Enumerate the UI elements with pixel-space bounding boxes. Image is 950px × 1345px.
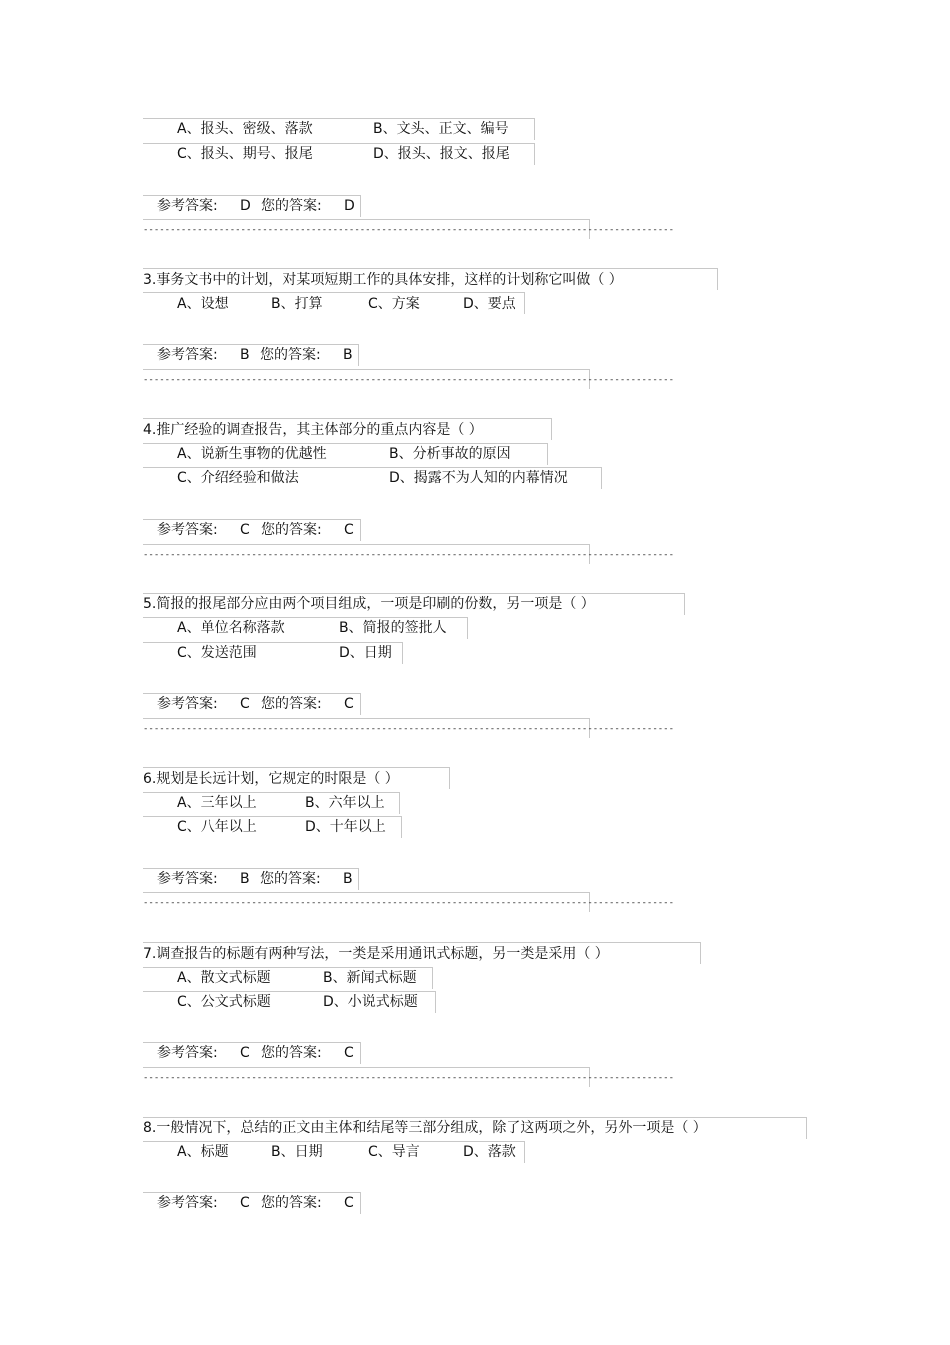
reference-answer: C xyxy=(240,1045,250,1061)
option-c: C、八年以上 xyxy=(177,819,257,835)
option-d: D、揭露不为人知的内幕情况 xyxy=(389,470,568,486)
option-c: C、发送范围 xyxy=(177,645,257,661)
reference-answer: C xyxy=(240,522,250,538)
your-answer: D xyxy=(344,198,355,214)
option-d: D、日期 xyxy=(339,645,392,661)
answer-label: 参考答案: xyxy=(157,1045,218,1061)
option-a: A、三年以上 xyxy=(177,795,257,811)
question-text: 8.一般情况下，总结的正文由主体和结尾等三部分组成，除了这两项之外，另外一项是（ ） xyxy=(143,1120,707,1136)
option-c: C、介绍经验和做法 xyxy=(177,470,299,486)
your-answer: C xyxy=(344,696,354,712)
option-a: A、报头、密级、落款 xyxy=(177,121,313,137)
option-b: B、打算 xyxy=(271,296,323,312)
your-answer-label: 您的答案: xyxy=(260,871,321,887)
answer-label: 参考答案: xyxy=(157,871,218,887)
option-a: A、散文式标题 xyxy=(177,970,271,986)
option-a: A、设想 xyxy=(177,296,229,312)
separator-line: -------------------------------------------------------------------------------------------------- xyxy=(143,225,675,235)
your-answer: B xyxy=(343,347,353,363)
separator-line: -------------------------------------------------------------------------------------------------- xyxy=(143,898,675,908)
answer-label: 参考答案: xyxy=(157,347,218,363)
answer-label: 参考答案: xyxy=(157,696,218,712)
reference-answer: D xyxy=(240,198,251,214)
reference-answer: C xyxy=(240,696,250,712)
option-c: C、报头、期号、报尾 xyxy=(177,146,313,162)
option-d: D、报头、报文、报尾 xyxy=(373,146,510,162)
question-text: 5.简报的报尾部分应由两个项目组成，一项是印刷的份数，另一项是（ ） xyxy=(143,596,595,612)
reference-answer: C xyxy=(240,1195,250,1211)
answer-label: 参考答案: xyxy=(157,1195,218,1211)
option-c: C、公文式标题 xyxy=(177,994,271,1010)
reference-answer: B xyxy=(240,347,250,363)
option-d: D、十年以上 xyxy=(305,819,386,835)
your-answer-label: 您的答案: xyxy=(261,1195,322,1211)
your-answer-label: 您的答案: xyxy=(261,1045,322,1061)
option-c: C、导言 xyxy=(368,1144,420,1160)
your-answer: C xyxy=(344,1195,354,1211)
reference-answer: B xyxy=(240,871,250,887)
option-d: D、小说式标题 xyxy=(323,994,418,1010)
option-b: B、简报的签批人 xyxy=(339,620,447,636)
your-answer-label: 您的答案: xyxy=(260,347,321,363)
your-answer-label: 您的答案: xyxy=(261,696,322,712)
option-a: A、标题 xyxy=(177,1144,229,1160)
separator-line: -------------------------------------------------------------------------------------------------- xyxy=(143,375,675,385)
option-d: D、要点 xyxy=(463,296,516,312)
option-b: B、文头、正文、编号 xyxy=(373,121,509,137)
answer-label: 参考答案: xyxy=(157,522,218,538)
option-b: B、日期 xyxy=(271,1144,323,1160)
separator-line: -------------------------------------------------------------------------------------------------- xyxy=(143,550,675,560)
answer-label: 参考答案: xyxy=(157,198,218,214)
option-c: C、方案 xyxy=(368,296,420,312)
option-a: A、单位名称落款 xyxy=(177,620,285,636)
your-answer-label: 您的答案: xyxy=(261,522,322,538)
question-text: 6.规划是长远计划，它规定的时限是（ ） xyxy=(143,771,399,787)
option-b: B、新闻式标题 xyxy=(323,970,417,986)
your-answer-label: 您的答案: xyxy=(261,198,322,214)
question-text: 4.推广经验的调查报告，其主体部分的重点内容是（ ） xyxy=(143,422,483,438)
your-answer: C xyxy=(344,522,354,538)
question-text: 7.调查报告的标题有两种写法，一类是采用通讯式标题，另一类是采用（ ） xyxy=(143,946,609,962)
separator-line: -------------------------------------------------------------------------------------------------- xyxy=(143,724,675,734)
option-a: A、说新生事物的优越性 xyxy=(177,446,327,462)
question-text: 3.事务文书中的计划，对某项短期工作的具体安排，这样的计划称它叫做（ ） xyxy=(143,272,623,288)
option-b: B、六年以上 xyxy=(305,795,385,811)
your-answer: B xyxy=(343,871,353,887)
separator-line: -------------------------------------------------------------------------------------------------- xyxy=(143,1073,675,1083)
option-b: B、分析事故的原因 xyxy=(389,446,511,462)
option-d: D、落款 xyxy=(463,1144,516,1160)
your-answer: C xyxy=(344,1045,354,1061)
